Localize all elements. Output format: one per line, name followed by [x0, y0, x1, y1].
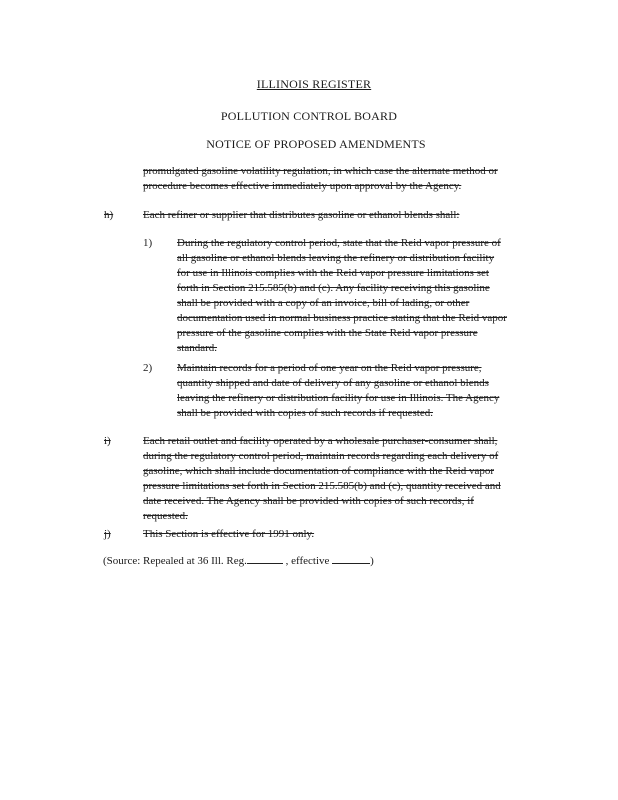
intro-paragraph: [143, 164, 543, 194]
section-h-text: Each refiner or supplier that distributes gasoline or ethanol blends shall:: [143, 209, 460, 221]
register-title: ILLINOIS REGISTER: [256, 77, 372, 91]
effective-date-blank: [332, 553, 370, 564]
item-1-line: all gasoline or ethanol blends leaving the refinery or distribution facility: [177, 252, 495, 264]
source-prefix: (Source: Repealed at 36 Ill. Reg.: [103, 555, 247, 567]
item-1-line: shall be provided with a copy of an invoice, bill of lading, or other: [177, 297, 470, 309]
item-1-line: for use in Illinois complies with the Reid vapor pressure limitations set: [177, 267, 489, 279]
section-i-line: pressure limitations set forth in Section 215.585(b) and (c), quantity received and: [143, 480, 501, 492]
section-j-marker: j): [104, 528, 111, 540]
notice-title: NOTICE OF PROPOSED AMENDMENTS: [206, 137, 426, 151]
board-title: POLLUTION CONTROL BOARD: [220, 109, 398, 123]
register-header: [5, 77, 618, 92]
section-i-paragraph: [143, 434, 543, 524]
intro-line: procedure becomes effective immediately upon approval by the Agency.: [143, 180, 462, 192]
item-1-line: standard.: [177, 342, 218, 354]
item-1-line: forth in Section 215.585(b) and (c). Any facility receiving this gasoline: [177, 282, 490, 294]
section-j-text: This Section is effective for 1991 only.: [143, 528, 315, 540]
section-h-marker: h): [104, 209, 114, 221]
source-middle: , effective: [285, 555, 330, 567]
section-i-line: date received. The Agency shall be provided with copies of such records, if: [143, 495, 474, 507]
register-page-blank: [247, 553, 283, 564]
source-note: [103, 553, 374, 569]
item-1-paragraph: [177, 236, 543, 356]
item-1-line: documentation used in normal business practice stating that the Reid vapor: [177, 312, 507, 324]
section-i-line: Each retail outlet and facility operated by a wholesale purchaser-consumer shall,: [143, 435, 498, 447]
item-2-paragraph: [177, 361, 543, 421]
section-i-marker: i): [104, 435, 111, 447]
section-i-line: gasoline, which shall include documentation of compliance with the Reid vapor: [143, 465, 494, 477]
section-i-line: during the regulatory control period, maintain records regarding each delivery of: [143, 450, 499, 462]
section-i-line: requested.: [143, 510, 188, 522]
source-suffix: ): [370, 555, 374, 567]
item-2-marker: 2): [143, 362, 153, 374]
intro-line: promulgated gasoline volatility regulation, in which case the alternate method or: [143, 165, 498, 177]
item-1-marker: 1): [143, 237, 153, 249]
item-2-line: shall be provided with copies of such records if requested.: [177, 407, 433, 419]
item-2-line: Maintain records for a period of one year on the Reid vapor pressure,: [177, 362, 482, 374]
item-1-line: pressure of the gasoline complies with the State Reid vapor pressure: [177, 327, 478, 339]
item-2-line: leaving the refinery or distribution facility for use in Illinois. The Agency: [177, 392, 500, 404]
item-1-line: During the regulatory control period, state that the Reid vapor pressure of: [177, 237, 501, 249]
item-2-line: quantity shipped and date of delivery of any gasoline or ethanol blends: [177, 377, 489, 389]
